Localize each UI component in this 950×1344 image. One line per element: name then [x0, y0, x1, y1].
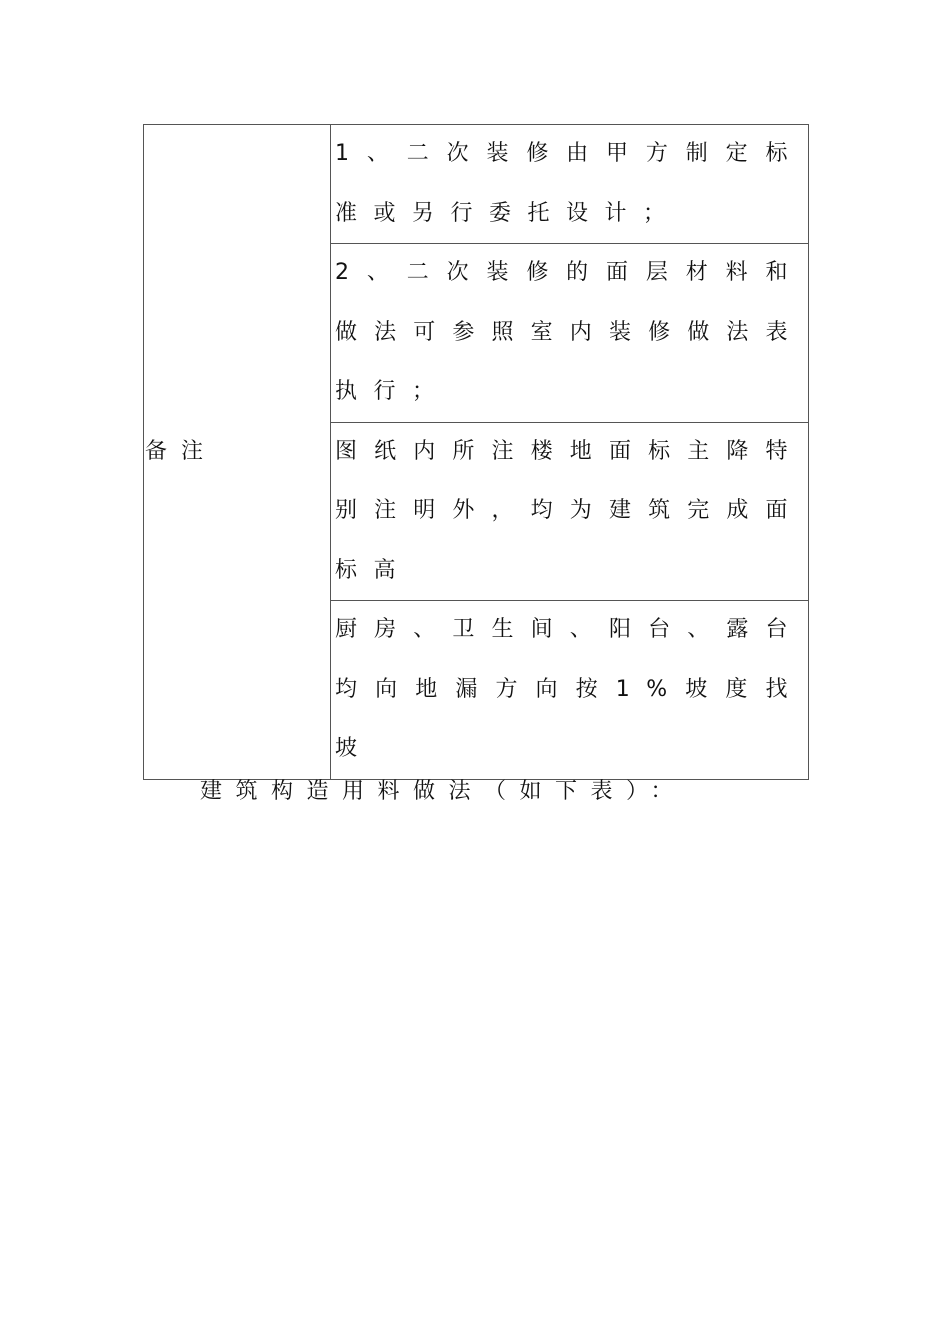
note-cell-3 — [331, 422, 809, 601]
section-caption: 建筑构造用料做法（如下表）： — [200, 779, 687, 804]
note-cell-2 — [331, 244, 809, 423]
note-text-2: 2、二次装修的面层材料和做法可参照室内装修做法表执行； — [335, 260, 804, 404]
note-text-3: 图纸内所注楼地面标主降特别注明外，均为建筑完成面标高 — [335, 438, 804, 583]
note-cell-1 — [331, 125, 809, 244]
remarks-label: 备注 — [145, 438, 218, 464]
remarks-label-cell — [144, 125, 331, 780]
table-row — [144, 125, 809, 244]
note-cell-4 — [331, 601, 809, 780]
remarks-table — [143, 124, 809, 780]
note-text-1: 1、二次装修由甲方制定标准或另行委托设计； — [335, 141, 804, 226]
note-text-4: 厨房、卫生间、阳台、露台均向地漏方向按1%坡度找坡 — [335, 617, 804, 761]
